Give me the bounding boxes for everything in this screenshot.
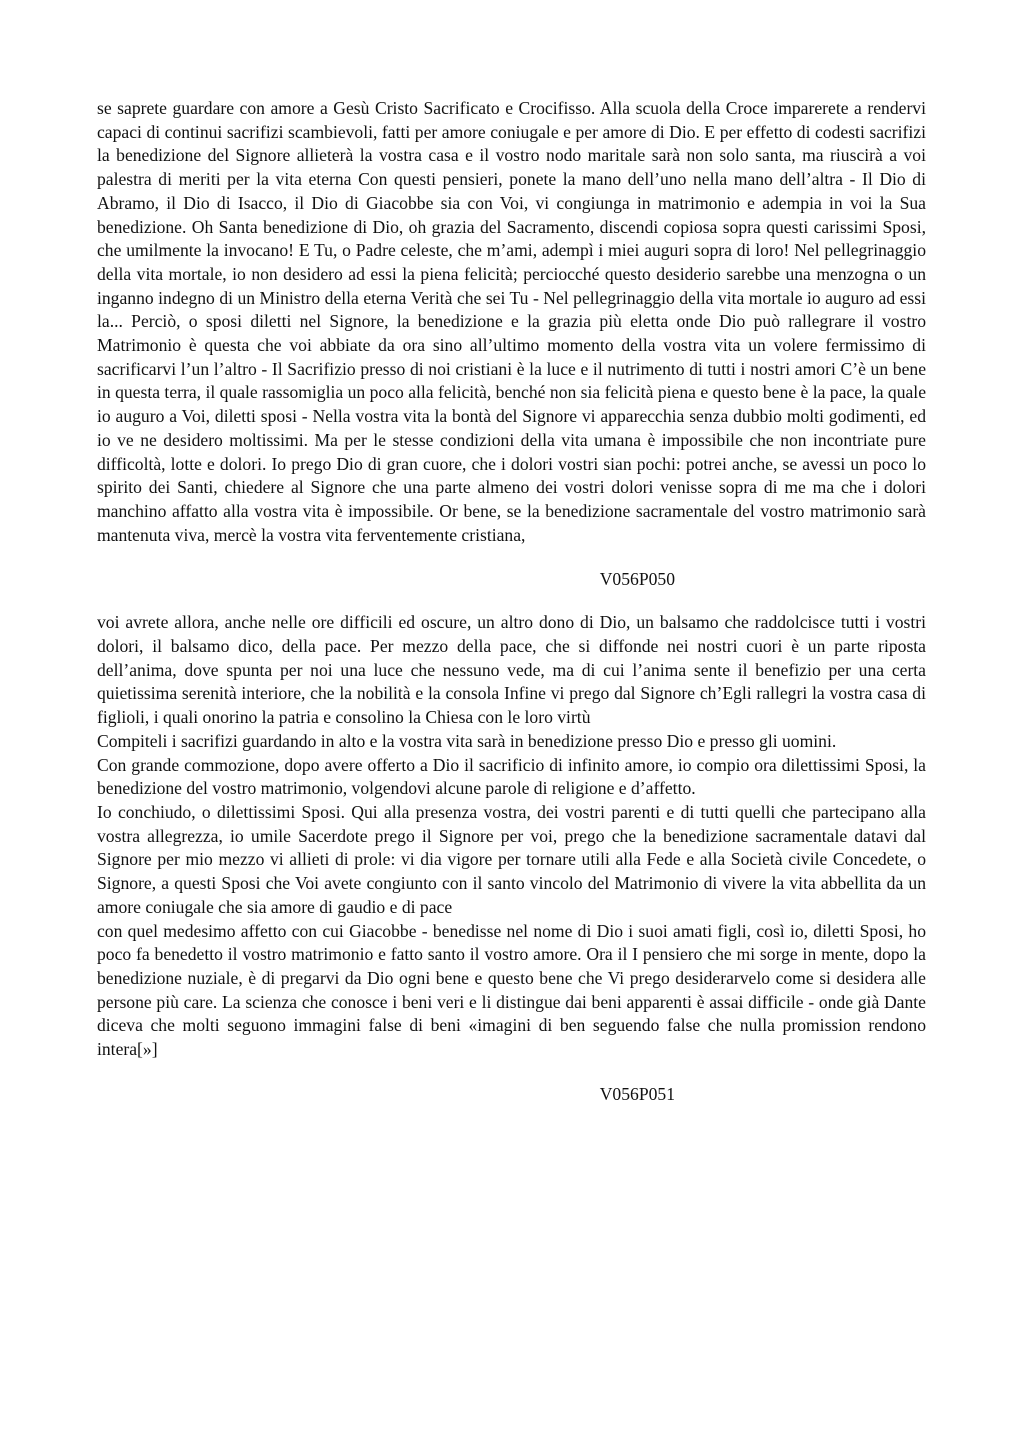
paragraph-2-4: Io conchiudo, o dilettissimi Sposi. Qui alla presenza vostra, dei vostri parenti e di tutti quelli che partecipano alla vostra allegrezza, io umile Sacerdote prego il Signore per voi, prego che la benedizione sacramentale datavi dal Signore per mio mezzo vi allieti di prole: vi dia vigore per tornare utili alla Fede e alla Società civile Concedete, o Signore, a questi Sposi che Voi avete congiunto con il santo vincolo del Matrimonio di vivere la vita abbellita da un amore coniugale che sia amore di gaudio e di pace: [97, 801, 926, 917]
page-marker-1: V056P050: [599, 569, 675, 590]
paragraph-block-1: se saprete guardare con amore a Gesù Cristo Sacrificato e Crocifisso. Alla scuola della Croce imparerete a rendervi capaci di continui sacrifizi scambievoli, fatti per amore coniugale e per amore di Dio. E per effetto di codesti sacrifizi la benedizione del Signore allieterà la vostra casa e il vostro nodo maritale sarà non solo santa, ma riuscirà a voi palestra di meriti per la vita eterna Con questi pensieri, ponete la mano dell’uno nella mano dell’altra - Il Dio di Abramo, il Dio di Isacco, il Dio di Giacobbe sia con Voi, vi congiunga in matrimonio e adempia in voi la Sua benedizione. Oh Santa benedizione di Dio, oh grazia del Sacramento, discendi copiosa sopra questi carissimi Sposi, che umilmente la invocano! E Tu, o Padre celeste, che m’ami, adempì i miei auguri sopra di loro! Nel pellegrinaggio della vita mortale, io non desidero ad essi la piena felicità; perciocché questo desiderio sarebbe una menzogna o un inganno indegno di un Ministro della eterna Verità che sei Tu - Nel pellegrinaggio della vita mortale io auguro ad essi la... Perciò, o sposi diletti nel Signore, la benedizione e la grazia più eletta onde Dio può rallegrare il vostro Matrimonio è questa che voi abbiate da ora sino all’ultimo momento della vostra vita un volere fermissimo di sacrificarvi l’un l’altro - Il Sacrifizio presso di noi cristiani è la luce e il nutrimento di tutti i nostri amori C’è un bene in questa terra, il quale rassomiglia un poco alla felicità, benché non sia felicità piena e questo bene è la pace, la quale io auguro a Voi, diletti sposi - Nella vostra vita la bontà del Signore vi apparecchia senza dubbio molti godimenti, ed io ve ne desidero moltissimi. Ma per le stesse condizioni della vita umana è impossibile che non incontriate pure difficoltà, lotte e dolori. Io prego Dio di gran cuore, che i dolori vostri sian pochi: potrei anche, se avessi un poco lo spirito dei Santi, chiedere al Signore che una parte almeno dei vostri dolori venisse sopra di me ma che i dolori manchino affatto alla vostra vita è impossibile. Or bene, se la benedizione sacramentale del vostro matrimonio sarà mantenuta viva, mercè la vostra vita ferventemente cristiana,: [97, 98, 927, 545]
paragraph-2-5: con quel medesimo affetto con cui Giacobbe - benedisse nel nome di Dio i suoi amati figli, così io, diletti Sposi, ho poco fa benedetto il vostro matrimonio e fatto santo il vostro amore. Ora il I pensiero che mi sorge in mente, dopo la benedizione nuziale, è di pregarvi da Dio ogni bene e questo bene che Vi prego desiderarvelo come si desidera alle persone più care. La scienza che conosce i beni veri e li distingue dai beni apparenti è assai difficile - onde già Dante diceva che molti seguono immagini false di beni «imagini di ben seguendo false che nulla promission rendono intera[»]: [97, 920, 926, 1060]
document-page: [97, 97, 926, 1106]
paragraph-2-3: Con grande commozione, dopo avere offerto a Dio il sacrificio di infinito amore, io compio ora dilettissimi Sposi, la benedizione del vostro matrimonio, volgendovi alcune parole di religione e d’affetto.: [97, 754, 926, 799]
page-marker-2: V056P051: [599, 1083, 675, 1104]
paragraph-2-1: voi avrete allora, anche nelle ore difficili ed oscure, un altro dono di Dio, un balsamo che raddolcisce tutti i vostri dolori, il balsamo dico, della pace. Per mezzo della pace, che si diffonde nei nostri cuori è un parte riposta dell’anima, dove spunta per noi una luce che nessuno vede, ma di cui l’anima sente il benefizio per una certa quietissima serenità interiore, che la nobilità e la consola Infine vi prego dal Signore ch’Egli rallegri la vostra casa di figlioli, i quali onorino la patria e consolino la Chiesa con le loro virtù: [97, 612, 926, 728]
paragraph-2-2: Compiteli i sacrifizi guardando in alto e la vostra vita sarà in benedizione presso Dio e presso gli uomini.: [97, 730, 837, 751]
